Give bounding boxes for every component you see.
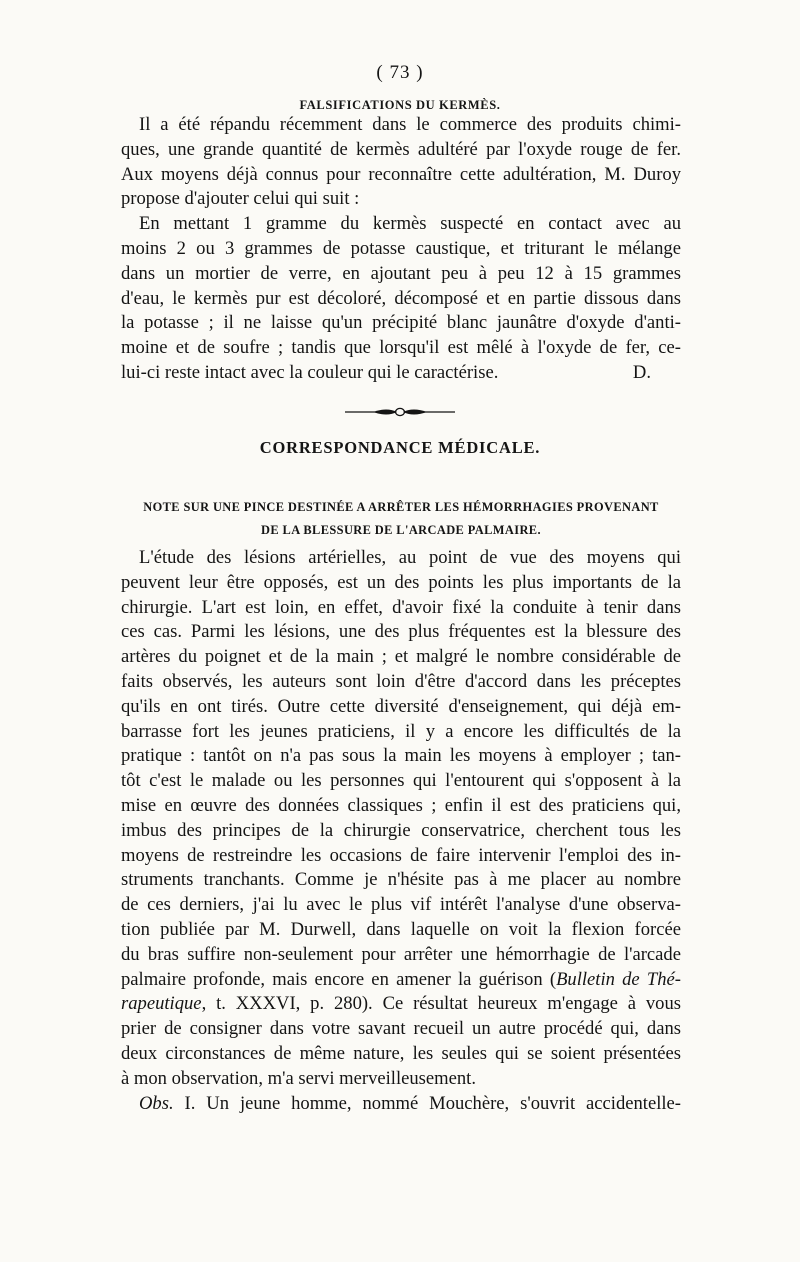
citation-title: rapeutique: [121, 993, 202, 1015]
text-line: ques, une grande quantité de kermès adultéré par l'oxyde rouge de fer.: [121, 138, 681, 160]
text-run: I. Un jeune homme, nommé Mouchère, s'ouvrit accidentelle-: [173, 1092, 681, 1114]
text-line: peuvent leur être opposés, est un des points les plus importants de la: [121, 571, 681, 593]
text-line: pratique : tantôt on n'a pas sous la main les moyens à employer ; tan-: [121, 745, 681, 767]
text-line: tôt c'est le malade ou les personnes qui l'entourent qui s'opposent à la: [121, 770, 681, 792]
text-line: [121, 1092, 681, 1117]
text-line: [121, 968, 681, 993]
running-head: FALSIFICATIONS DU KERMÈS.: [299, 98, 501, 112]
text-line: Aux moyens déjà connus pour reconnaître cette adultération, M. Duroy: [121, 163, 681, 185]
text-line: ces cas. Parmi les lésions, une des plus fréquentes est la blessure des: [121, 621, 681, 643]
section-ornament-divider: [343, 405, 457, 419]
text-line: la potasse ; il ne laisse qu'un précipité blanc jaunâtre d'oxyde d'anti-: [121, 312, 681, 334]
text-line: propose d'ajouter celui qui suit :: [121, 188, 360, 210]
correspondance-paragraph: [121, 546, 681, 1116]
text-line: de ces derniers, j'ai lu avec le plus vif intérêt l'analyse d'une observa-: [121, 894, 681, 916]
text-line: artères du poignet et de la main ; et malgré le nombre considérable de: [121, 646, 681, 668]
text-line: qu'ils en ont tirés. Outre cette diversité d'enseignement, qui déjà em-: [121, 695, 681, 717]
text-line: [121, 992, 681, 1017]
text-line: faits observés, les auteurs sont loin d'être d'accord dans les préceptes: [121, 670, 681, 692]
text-line: chirurgie. L'art est loin, en effet, d'avoir fixé la conduite à tenir dans: [121, 596, 681, 618]
text-line: En mettant 1 gramme du kermès suspecté en contact avec au: [139, 213, 681, 235]
text-run: palmaire profonde, mais encore en amener la guérison (: [121, 968, 557, 990]
text-line: du bras suffire non-seulement pour arrêter une hémorrhagie de l'arcade: [121, 943, 681, 965]
citation-title: Bulletin de Thé-: [556, 968, 681, 990]
text-line: prier de consigner dans votre savant recueil un autre procédé qui, dans: [121, 1018, 681, 1040]
text-line: imbus des principes de la chirurgie conservatrice, cherchent tous les: [121, 819, 681, 841]
text-line: struments tranchants. Comme je n'hésite pas à me placer au nombre: [121, 869, 681, 891]
text-line: tion publiée par M. Durwell, dans laquelle on voit la flexion forcée: [121, 918, 681, 940]
text-line: moins 2 ou 3 grammes de potasse caustique, et triturant le mélange: [121, 237, 681, 259]
note-title-line: NOTE SUR UNE PINCE DESTINÉE A ARRÊTER LES HÉMORRHAGIES PROVENANT: [143, 500, 659, 514]
author-signature: D.: [632, 361, 651, 383]
text-line: mise en œuvre des données classiques ; enfin il est des praticiens qui,: [121, 794, 681, 816]
text-line-content: lui-ci reste intact avec la couleur qui le caractérise.: [121, 361, 499, 383]
page-number: ( 73 ): [376, 62, 424, 83]
text-run: , t. XXXVI, p. 280). Ce résultat heureux m'engage à vous: [201, 993, 681, 1015]
text-line: dans un mortier de verre, en ajoutant peu à peu 12 à 15 grammes: [121, 262, 681, 284]
section-title: CORRESPONDANCE MÉDICALE.: [259, 438, 541, 457]
note-title-line: DE LA BLESSURE DE L'ARCADE PALMAIRE.: [261, 523, 541, 537]
observation-label: Obs.: [139, 1092, 174, 1114]
text-line: deux circonstances de même nature, les seules qui se soient présentées: [121, 1042, 681, 1064]
falsifications-paragraph: [121, 113, 681, 386]
text-line: moyens de restreindre les occasions de faire intervenir l'emploi des in-: [121, 844, 681, 866]
text-line: L'étude des lésions artérielles, au point de vue des moyens qui: [139, 547, 681, 568]
text-line: moine et de soufre ; tandis que lorsqu'il est mêlé à l'oxyde de fer, ce-: [121, 337, 681, 359]
text-line: [121, 361, 681, 386]
text-line: Il a été répandu récemment dans le commerce des produits chimi-: [139, 114, 681, 135]
text-line: à mon observation, m'a servi merveilleusement.: [121, 1067, 476, 1089]
note-title: [121, 496, 681, 542]
text-line: barrasse fort les jeunes praticiens, il y a encore les difficultés de la: [121, 720, 681, 742]
text-line: d'eau, le kermès pur est décoloré, décomposé et en partie dissous dans: [121, 287, 681, 309]
